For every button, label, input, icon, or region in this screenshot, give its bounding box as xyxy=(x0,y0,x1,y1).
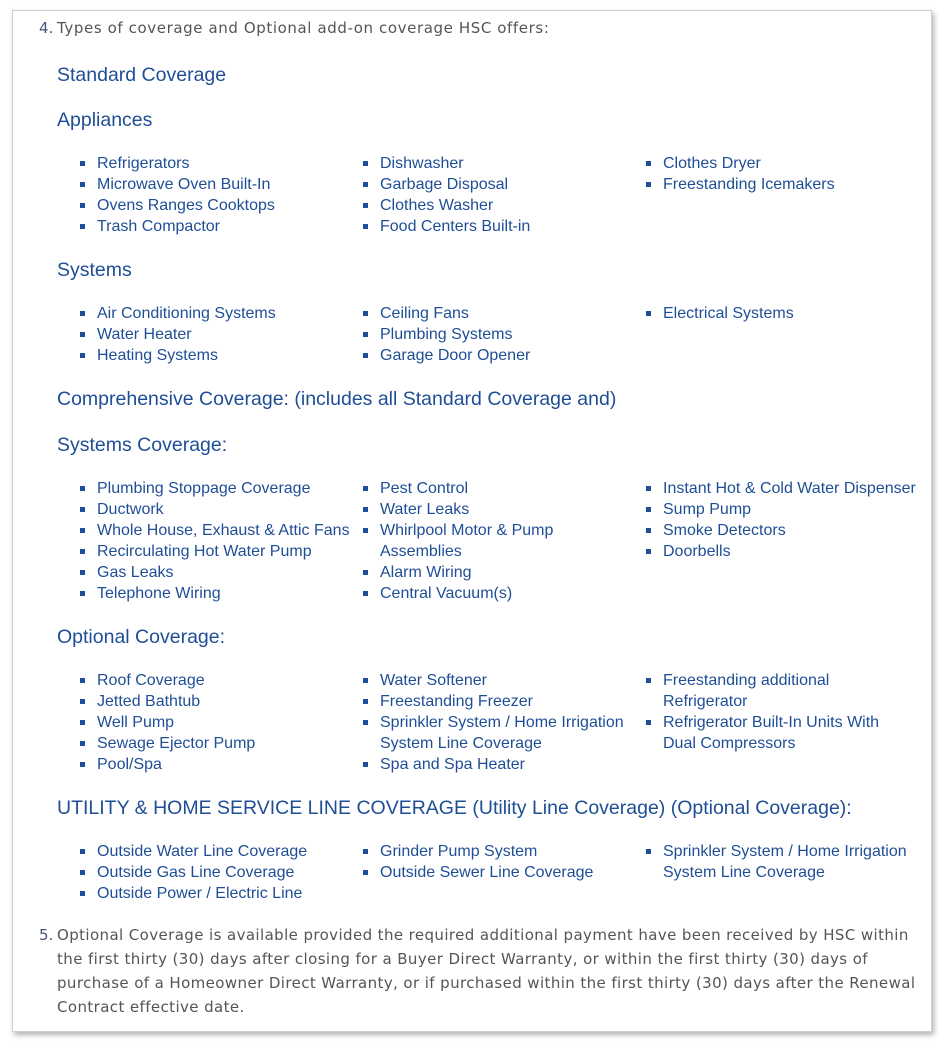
list-item: Pest Control xyxy=(363,478,553,499)
list-item: Freestanding additional xyxy=(646,670,879,691)
list-item: Clothes Washer xyxy=(363,195,530,216)
list-item: Garbage Disposal xyxy=(363,174,530,195)
utility-col-3 xyxy=(646,841,907,883)
list-item: Sprinkler System / Home Irrigation xyxy=(363,712,624,733)
list-item: Outside Sewer Line Coverage xyxy=(363,862,593,883)
list-item: Pool/Spa xyxy=(80,754,255,775)
systems-heading: Systems xyxy=(57,259,132,281)
list-item: Sump Pump xyxy=(646,499,916,520)
list-item: Well Pump xyxy=(80,712,255,733)
list-item: Recirculating Hot Water Pump xyxy=(80,541,350,562)
list-item: Electrical Systems xyxy=(646,303,794,324)
systems-coverage-col-2 xyxy=(363,478,553,604)
list-item-continuation: System Line Coverage xyxy=(380,735,542,752)
systems-coverage-col-1 xyxy=(80,478,350,604)
list-item: Sprinkler System / Home Irrigation xyxy=(646,841,907,862)
comprehensive-coverage-heading: Comprehensive Coverage: (includes all Standard Coverage and) xyxy=(57,388,617,410)
list-item: Instant Hot & Cold Water Dispenser xyxy=(646,478,916,499)
list-item: Jetted Bathtub xyxy=(80,691,255,712)
coverage-intro: Types of coverage and Optional add-on coverage HSC offers: xyxy=(57,19,550,37)
list-item: Doorbells xyxy=(646,541,916,562)
list-item: Gas Leaks xyxy=(80,562,350,583)
list-item: Alarm Wiring xyxy=(363,562,553,583)
optional-col-1 xyxy=(80,670,255,775)
list-item: Plumbing Systems xyxy=(363,324,530,345)
utility-coverage-heading: UTILITY & HOME SERVICE LINE COVERAGE (Utility Line Coverage) (Optional Coverage): xyxy=(57,797,852,819)
systems-coverage-heading: Systems Coverage: xyxy=(57,434,228,456)
list-item-continuation: Assemblies xyxy=(380,543,462,560)
appliances-col-2 xyxy=(363,153,530,237)
list-item-continuation: Refrigerator xyxy=(663,693,748,710)
list-item-continuation: System Line Coverage xyxy=(663,864,825,881)
optional-col-2 xyxy=(363,670,624,775)
list-number-5: 5. xyxy=(39,926,54,944)
list-item: Water Softener xyxy=(363,670,624,691)
list-item: Clothes Dryer xyxy=(646,153,835,174)
list-item: Freestanding Icemakers xyxy=(646,174,835,195)
list-number-4: 4. xyxy=(39,19,54,37)
list-item: Plumbing Stoppage Coverage xyxy=(80,478,350,499)
systems-col-3 xyxy=(646,303,794,324)
optional-coverage-terms: Optional Coverage is available provided the required additional payment have been received by HSC within the first thirty (30) days after closing for a Buyer Direct Warranty, or within the first thirty (30) days of purchase of a Homeowner Direct Warranty, or if purchased within the first thirty (30) days after the Renewal Contract effective date. xyxy=(57,926,916,1016)
list-item: Smoke Detectors xyxy=(646,520,916,541)
list-item: Ductwork xyxy=(80,499,350,520)
list-item: Refrigerators xyxy=(80,153,275,174)
list-item: Heating Systems xyxy=(80,345,276,366)
appliances-col-1 xyxy=(80,153,275,237)
list-item: Water Leaks xyxy=(363,499,553,520)
list-item: Outside Water Line Coverage xyxy=(80,841,307,862)
appliances-heading: Appliances xyxy=(57,109,153,131)
optional-coverage-heading: Optional Coverage: xyxy=(57,626,226,648)
list-item: Roof Coverage xyxy=(80,670,255,691)
systems-col-1 xyxy=(80,303,276,366)
list-item: Garage Door Opener xyxy=(363,345,530,366)
utility-col-1 xyxy=(80,841,307,904)
list-item: Water Heater xyxy=(80,324,276,345)
list-item: Outside Power / Electric Line xyxy=(80,883,307,904)
list-item: Air Conditioning Systems xyxy=(80,303,276,324)
list-item: Trash Compactor xyxy=(80,216,275,237)
list-item: Food Centers Built-in xyxy=(363,216,530,237)
list-item: Sewage Ejector Pump xyxy=(80,733,255,754)
list-item: Spa and Spa Heater xyxy=(363,754,624,775)
list-item: Ceiling Fans xyxy=(363,303,530,324)
list-item: Outside Gas Line Coverage xyxy=(80,862,307,883)
list-item: Refrigerator Built-In Units With xyxy=(646,712,879,733)
list-item: Whole House, Exhaust & Attic Fans xyxy=(80,520,350,541)
list-item: Freestanding Freezer xyxy=(363,691,624,712)
list-item: Central Vacuum(s) xyxy=(363,583,553,604)
list-item: Ovens Ranges Cooktops xyxy=(80,195,275,216)
list-item: Microwave Oven Built-In xyxy=(80,174,275,195)
list-item-continuation: Dual Compressors xyxy=(663,735,796,752)
list-item: Telephone Wiring xyxy=(80,583,350,604)
systems-col-2 xyxy=(363,303,530,366)
optional-col-3 xyxy=(646,670,879,754)
appliances-col-3 xyxy=(646,153,835,195)
list-item: Grinder Pump System xyxy=(363,841,593,862)
systems-coverage-col-3 xyxy=(646,478,916,562)
list-item: Whirlpool Motor & Pump xyxy=(363,520,553,541)
list-item: Dishwasher xyxy=(363,153,530,174)
utility-col-2 xyxy=(363,841,593,883)
standard-coverage-heading: Standard Coverage xyxy=(57,64,227,86)
